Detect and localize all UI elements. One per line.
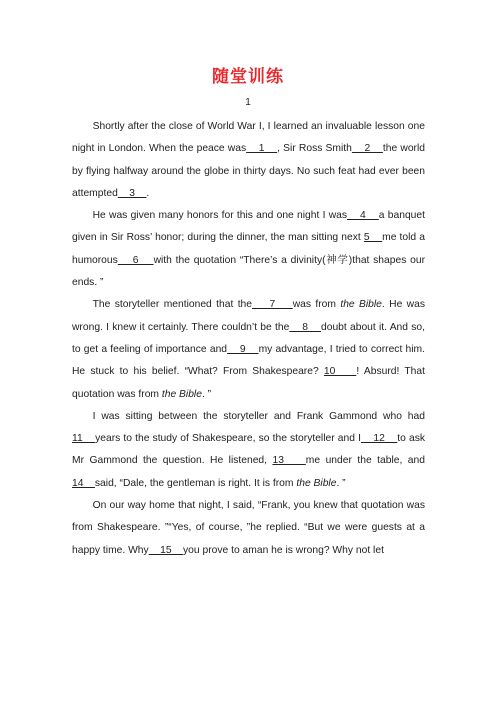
text-run: He was given many honors for this and one night I was: [92, 210, 348, 222]
text-run: ! Absurd! That quotation was from: [72, 366, 425, 400]
text-run: the world by flying halfway around the globe in thirty days. No such feat had ever been attempted: [72, 143, 425, 199]
text-run: , Sir Ross Smith: [277, 143, 352, 155]
section-number: 1: [245, 97, 251, 108]
text-run: said, “Dale, the gentleman is right. It is from: [94, 477, 297, 489]
paragraph-3: [72, 294, 425, 405]
paragraph-5: [72, 495, 425, 562]
text-run: was from: [292, 299, 341, 311]
answer-blank: 6: [117, 254, 154, 266]
text-run: years to the study of Shakespeare, so the storyteller and I: [95, 433, 361, 445]
text-run: Shortly after the close of World War I, I learned an invaluable lesson one night in London. When the peace was: [72, 121, 425, 155]
text-run: . He was wrong. I knew it certainly. There couldn’t be the: [72, 299, 425, 333]
answer-blank: 12: [360, 433, 398, 445]
answer-blank: 3: [117, 187, 147, 199]
text-run: The storyteller mentioned that the: [92, 299, 253, 311]
answer-blank: 7: [252, 299, 293, 311]
text-run: . ”: [336, 477, 346, 489]
answer-blank: 8: [289, 321, 321, 333]
answer-blank: 11: [72, 433, 96, 445]
paragraph-1: [72, 116, 425, 205]
answer-blank: 15: [148, 544, 184, 556]
text-run: me under the table, and: [305, 455, 425, 467]
text-run: a banquet given in Sir Ross’ honor; during the dinner, the man sitting next: [72, 210, 425, 244]
text-run: .: [146, 187, 150, 199]
text-run: to ask Mr Gammond the question. He listened,: [72, 433, 426, 467]
answer-blank: 5: [363, 232, 383, 244]
answer-blank: 4: [347, 210, 379, 222]
italic-title: the Bible: [161, 388, 202, 400]
answer-blank: 9: [227, 343, 259, 355]
text-run: doubt about it. And so, to get a feeling of importance and: [72, 321, 425, 355]
text-run: with the quotation “There’s a divinity(神学)that shapes our ends. ”: [72, 254, 425, 289]
text-run: me told a humorous: [72, 232, 426, 266]
paragraph-4: [72, 406, 425, 495]
text-run: you prove to aman he is wrong? Why not let: [183, 544, 384, 556]
text-run: . ”: [201, 388, 212, 400]
answer-blank: 13: [272, 455, 306, 467]
paragraph-2: [72, 205, 425, 294]
text-run: my advantage, I tried to correct him. He stuck to his belief. “What? From Shakespeare?: [72, 343, 425, 378]
italic-title: the Bible: [340, 299, 382, 311]
text-run: On our way home that night, I said, “Frank, you knew that quotation was from Shakespeare. ”“Yes, of course, ”he replied. “But we were guests at a happy time. Why: [72, 500, 425, 556]
passage-body: [72, 116, 425, 562]
answer-blank: 1: [246, 143, 278, 155]
answer-blank: 14: [72, 477, 95, 489]
italic-title: the Bible: [296, 477, 337, 489]
answer-blank: 2: [351, 143, 383, 155]
text-run: I was sitting between the storyteller and Frank Gammond who had: [92, 410, 425, 422]
page-title: 随堂训练: [212, 67, 284, 87]
answer-blank: 10: [323, 366, 357, 378]
